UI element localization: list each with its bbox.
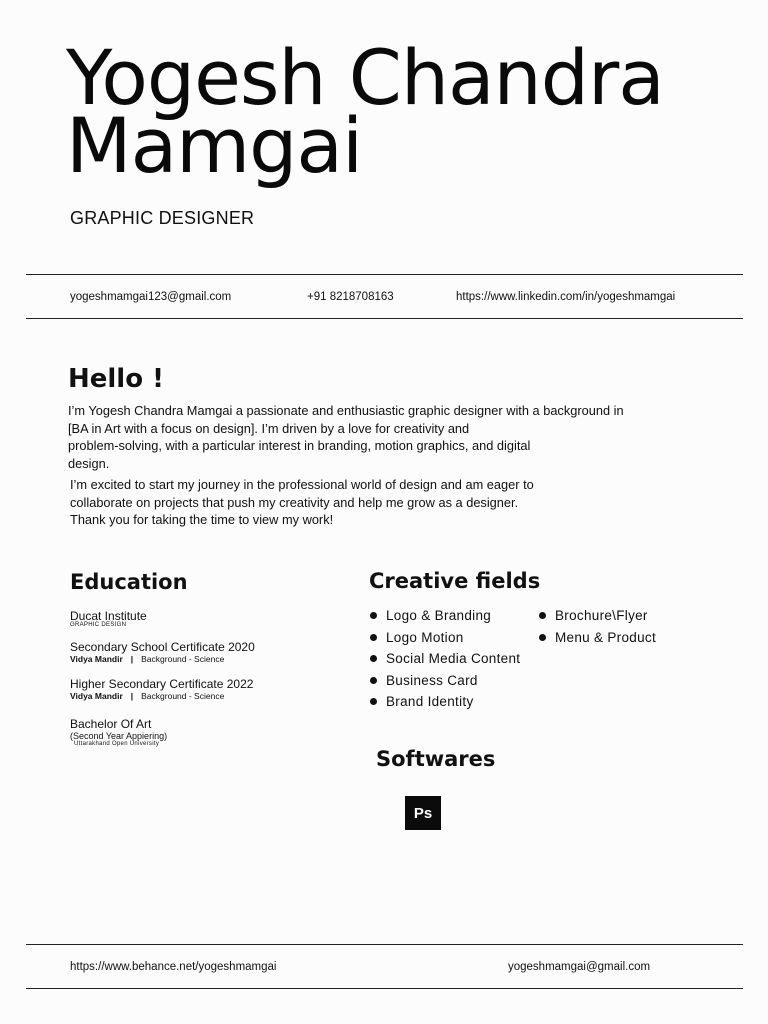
education-stream: Background - Science — [141, 691, 225, 701]
education-separator: | — [130, 691, 134, 701]
candidate-name — [66, 33, 664, 190]
name-line-2: Mamgai — [66, 101, 363, 190]
intro-line: problem-solving, with a particular interest in branding, motion graphics, and digital — [68, 438, 531, 453]
intro-line: design. — [68, 455, 110, 471]
divider-contact — [26, 318, 743, 319]
creative-field-item — [370, 691, 520, 713]
education-school: Vidya Mandir — [70, 654, 123, 664]
linkedin-link[interactable]: https://www.linkedin.com/in/yogeshmamgai — [456, 291, 676, 303]
creative-field-item — [370, 670, 520, 692]
education-meta — [70, 654, 255, 664]
job-title: GRAPHIC DESIGNER — [70, 208, 255, 228]
contact-phone: +91 8218708163 — [307, 291, 394, 303]
creative-field-label: Business Card — [386, 672, 478, 688]
creative-field-item — [370, 605, 520, 627]
creative-fields-column-1 — [370, 605, 520, 713]
bullet-icon — [370, 698, 377, 705]
education-title: Secondary School Certificate 2020 — [70, 640, 255, 654]
bullet-icon — [539, 612, 546, 619]
education-entry-ducat — [70, 609, 147, 628]
education-subtitle: GRAPHIC DESIGN — [70, 622, 127, 628]
intro-line: [BA in Art with a focus on design]. I’m driven by a love for creativity and — [68, 420, 470, 436]
photoshop-icon: Ps — [405, 796, 441, 830]
divider-footer-bottom — [26, 988, 743, 989]
creative-field-label: Brand Identity — [386, 694, 474, 710]
creative-fields-column-2 — [539, 605, 656, 648]
divider-footer-top — [26, 944, 743, 945]
education-stream: Background - Science — [141, 654, 225, 664]
creative-field-item — [539, 605, 656, 627]
divider-top — [26, 274, 743, 275]
bullet-icon — [370, 655, 377, 662]
intro-line: I’m excited to start my journey in the professional world of design and am eager to — [70, 477, 534, 492]
creative-field-label: Menu & Product — [555, 629, 657, 645]
education-heading: Education — [70, 570, 188, 594]
intro-line: Thank you for taking the time to view my work! — [70, 512, 334, 527]
creative-field-label: Social Media Content — [386, 651, 521, 667]
intro-line: collaborate on projects that push my creativity and help me grow as a designer. — [70, 494, 519, 510]
education-university: Uttarakhand Open University — [74, 741, 160, 747]
intro-paragraph-1 — [68, 402, 668, 472]
bullet-icon — [370, 634, 377, 641]
education-entry-bachelor — [70, 717, 167, 747]
creative-field-label: Logo Motion — [386, 629, 464, 645]
education-entry-secondary — [70, 640, 255, 664]
behance-link[interactable]: https://www.behance.net/yogeshmamgai — [70, 961, 277, 973]
education-entry-higher-secondary — [70, 677, 253, 701]
softwares-heading: Softwares — [376, 747, 496, 771]
contact-email-link[interactable]: yogeshmamgai123@gmail.com — [70, 291, 232, 303]
intro-paragraph-2 — [70, 476, 670, 529]
education-school: Vidya Mandir — [70, 691, 123, 701]
education-meta — [70, 691, 253, 701]
creative-field-label: Logo & Branding — [386, 608, 492, 624]
education-separator: | — [130, 654, 134, 664]
education-title: Ducat Institute — [70, 609, 147, 623]
creative-field-item — [539, 627, 656, 649]
education-title: Higher Secondary Certificate 2022 — [70, 677, 254, 691]
bullet-icon — [539, 634, 546, 641]
education-status: (Second Year Appiering) — [70, 731, 168, 741]
name-line-1: Yogesh Chandra — [66, 33, 664, 122]
bullet-icon — [370, 677, 377, 684]
bullet-icon — [370, 612, 377, 619]
creative-field-item — [370, 627, 520, 649]
creative-field-label: Brochure\Flyer — [555, 608, 648, 624]
intro-heading: Hello ! — [68, 364, 164, 394]
intro-line: I’m Yogesh Chandra Mamgai a passionate and enthusiastic graphic designer with a background in — [68, 403, 624, 418]
creative-fields-heading: Creative fields — [369, 569, 541, 593]
creative-field-item — [370, 648, 520, 670]
education-title: Bachelor Of Art — [70, 717, 152, 731]
footer-email-link[interactable]: yogeshmamgai@gmail.com — [508, 961, 651, 973]
